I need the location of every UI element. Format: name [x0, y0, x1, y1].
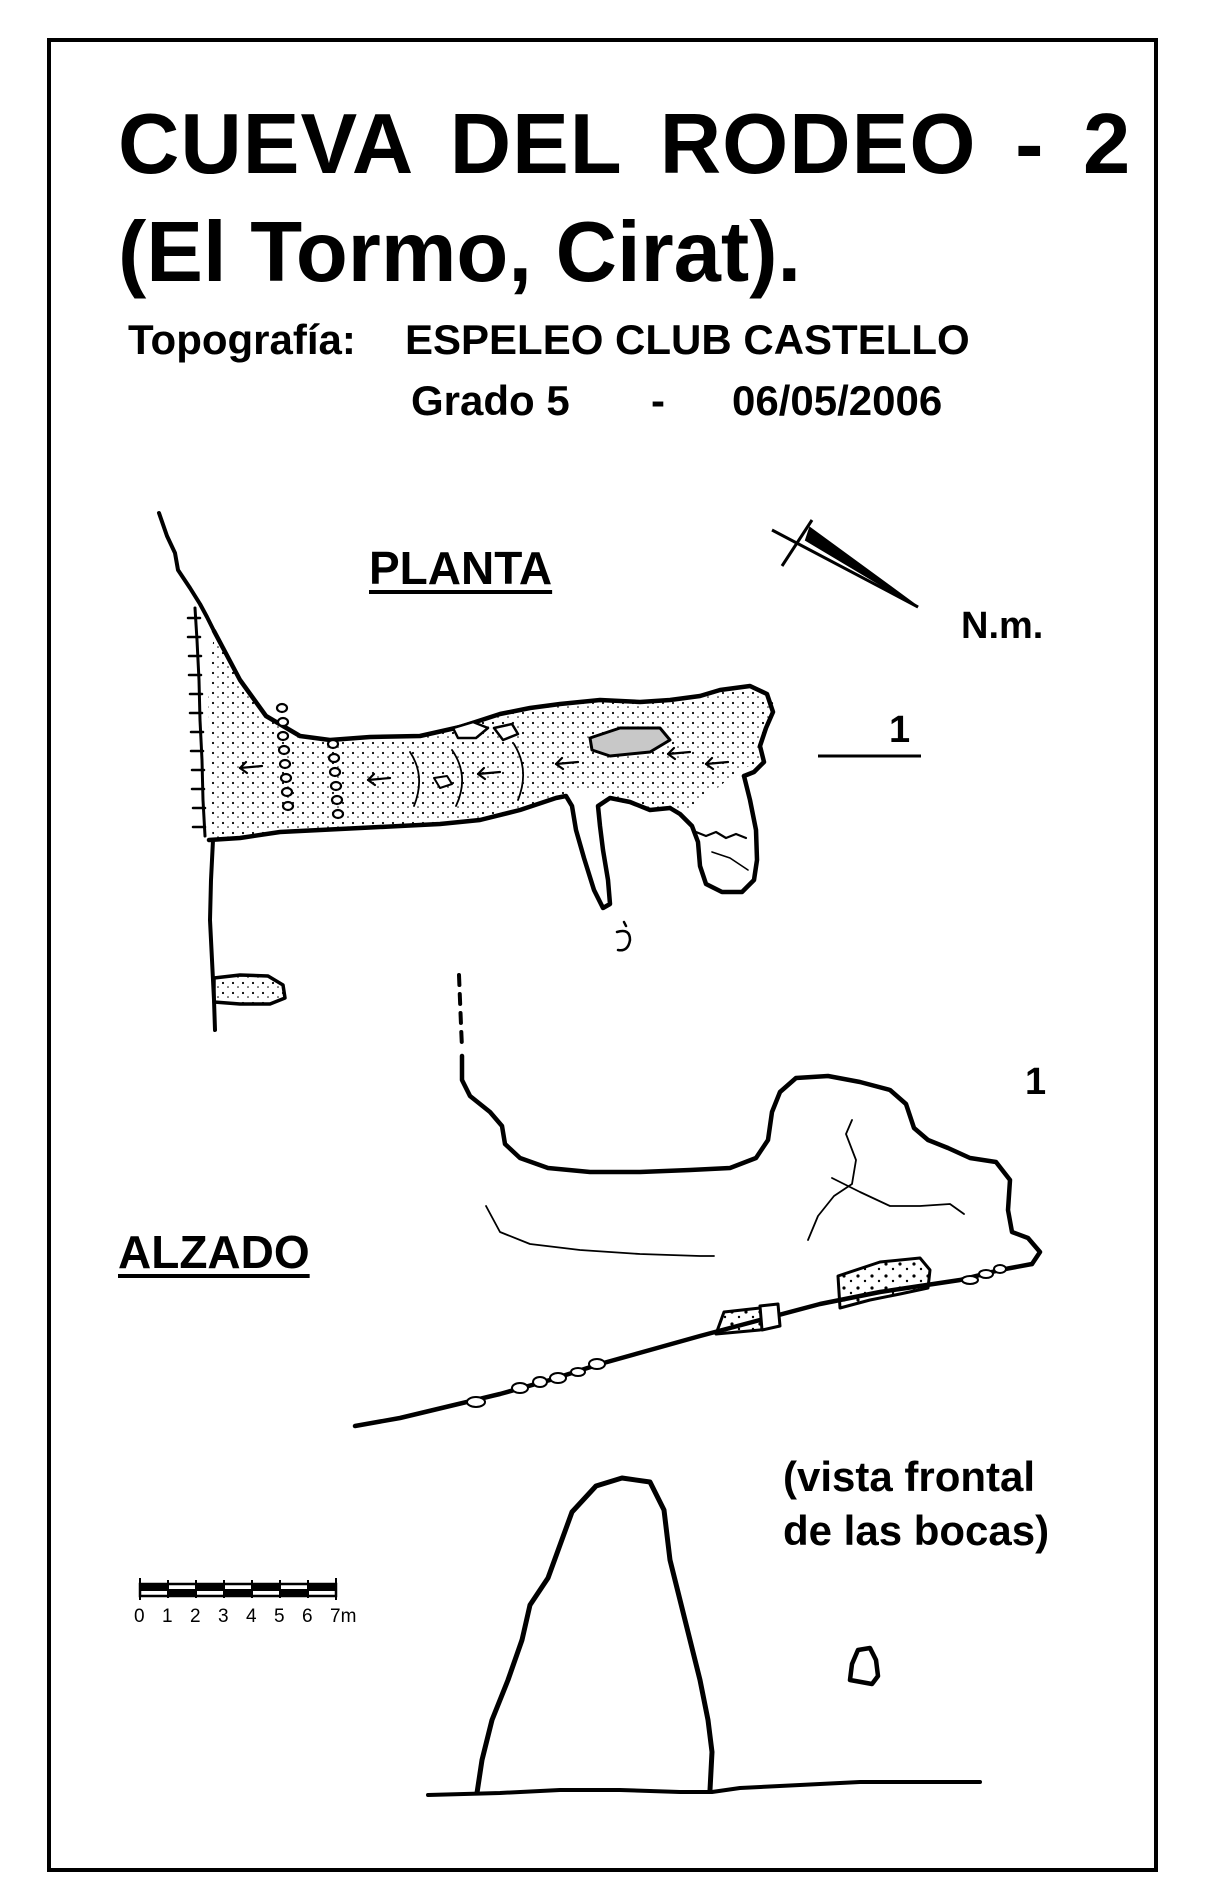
elev-crack-2	[808, 1120, 856, 1240]
topography-label: Topografía:	[128, 316, 356, 363]
survey-grade: Grado 5	[411, 377, 570, 424]
scale-label: 4	[246, 1606, 257, 1627]
elevation-section-marker: 1	[1025, 1061, 1047, 1103]
scale-label: 6	[302, 1606, 313, 1627]
elev-cliff-dashed	[459, 975, 462, 1048]
frontal-view-caption-line1: (vista frontal	[783, 1453, 1036, 1500]
scale-label: 3	[218, 1606, 229, 1627]
north-arrow	[772, 520, 918, 607]
plan-inner-crack	[712, 852, 748, 870]
plan-section-marker: 1	[889, 709, 911, 751]
scale-label: 7m	[330, 1606, 357, 1627]
survey-date: 06/05/2006	[732, 377, 943, 424]
elevation-view	[355, 975, 1040, 1426]
scale-label: 1	[162, 1606, 173, 1627]
elev-boulder-large	[838, 1258, 930, 1308]
plan-dripline	[195, 608, 205, 836]
elev-crack-1	[486, 1206, 714, 1256]
survey-title-line1: CUEVA DEL RODEO - 2	[118, 97, 1132, 192]
plan-chamber-rim	[696, 832, 746, 838]
north-label: N.m.	[961, 605, 1044, 647]
scale-label: 5	[274, 1606, 285, 1627]
frontal-main-mouth	[477, 1478, 712, 1793]
elev-boulder-block	[760, 1304, 780, 1330]
plan-small-opening	[214, 975, 285, 1004]
survey-title-line2: (El Tormo, Cirat).	[118, 205, 802, 300]
scale-bar	[140, 1578, 336, 1600]
scale-label: 2	[190, 1606, 201, 1627]
plan-cliff-top	[159, 513, 214, 631]
frontal-small-mouth	[850, 1648, 878, 1684]
plan-heading: PLANTA	[369, 542, 553, 594]
elev-floor	[355, 1264, 1032, 1426]
elev-ceiling	[462, 1056, 1040, 1264]
scale-label: 0	[134, 1606, 145, 1627]
plan-sump-mark	[617, 922, 630, 950]
frontal-view-caption-line2: de las bocas)	[783, 1507, 1050, 1554]
topography-club: ESPELEO CLUB CASTELLO	[405, 316, 970, 363]
frontal-ground	[428, 1782, 980, 1795]
elevation-heading: ALZADO	[118, 1226, 310, 1278]
grade-date-separator: -	[651, 377, 665, 424]
